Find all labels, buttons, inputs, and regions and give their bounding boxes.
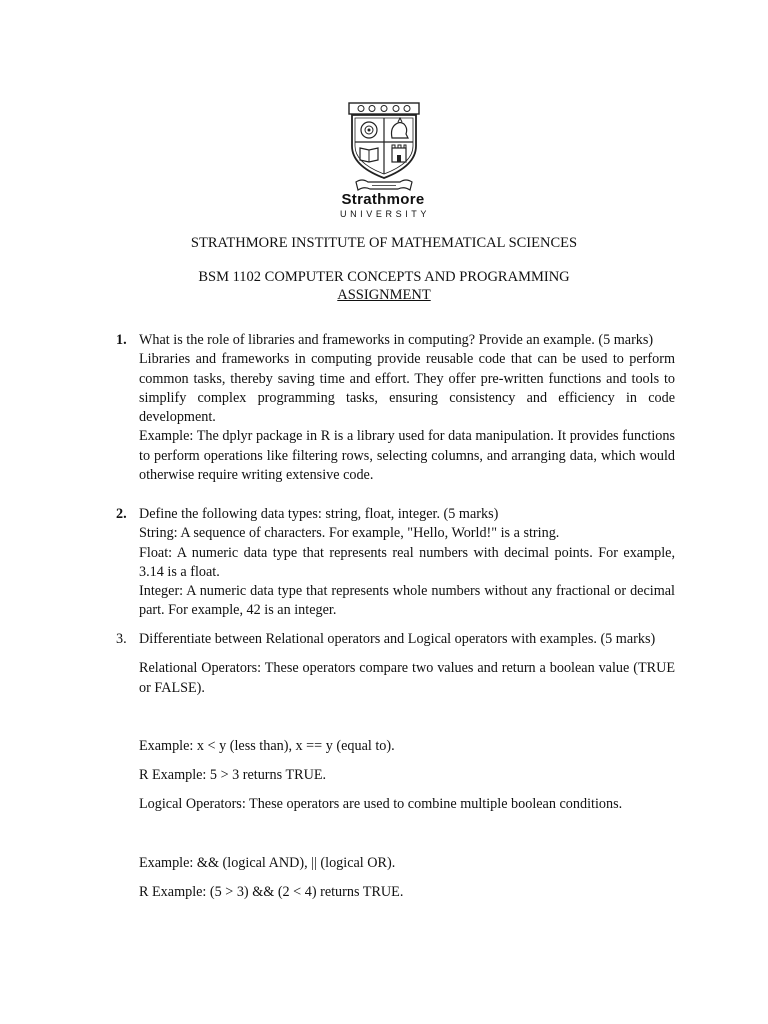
answer-paragraph: Libraries and frameworks in computing provide reusable code that can be used to perform common tasks, thereby saving time and effort. They offer pre-written functions and tools to simplify complex programming tasks, ensuring consistency and efficiency in code development. [139, 351, 675, 426]
question-1 [113, 331, 675, 485]
answer-integer: Integer: A numeric data type that represents whole numbers without any fractional or decimal part. For example, 42 is an integer. [139, 583, 675, 619]
question-text: What is the role of libraries and frameworks in computing? Provide an example. (5 marks) [139, 332, 654, 348]
question-number: 3. [116, 631, 127, 647]
answer-float: Float: A numeric data type that represents real numbers with decimal points. For example, 3.14 is a float. [139, 544, 675, 580]
logo-subtitle: UNIVERSITY [339, 209, 430, 219]
answer-example: Example: The dplyr package in R is a library used for data manipulation. It provides functions to perform operations like filtering rows, selecting columns, and arranging data, which would otherwise require writing extensive code. [139, 428, 675, 484]
question-text: Differentiate between Relational operators and Logical operators with examples. (5 marks) [139, 631, 656, 647]
university-crest-icon [348, 102, 420, 192]
university-logo-text [280, 191, 486, 220]
question-3 [113, 630, 675, 902]
question-number: 1. [116, 332, 127, 348]
answer-logical: Logical Operators: These operators are used to combine multiple boolean conditions. [139, 796, 623, 813]
question-number: 2. [116, 506, 127, 522]
institute-title: STRATHMORE INSTITUTE OF MATHEMATICAL SCIENCES [190, 235, 578, 251]
answer-string: String: A sequence of characters. For example, "Hello, World!" is a string. [139, 525, 560, 542]
answer-relational-example: Example: x < y (less than), x == y (equal to). [139, 737, 395, 754]
answer-logical-r-example: R Example: (5 > 3) && (2 < 4) returns TRUE. [139, 884, 404, 901]
logo-name: Strathmore [341, 191, 425, 208]
question-2 [113, 505, 675, 621]
question-text: Define the following data types: string, float, integer. (5 marks) [139, 506, 499, 522]
answer-relational: Relational Operators: These operators compare two values and return a boolean value (TRUE or FALSE). [139, 660, 675, 696]
answer-logical-example: Example: && (logical AND), || (logical OR). [139, 854, 396, 871]
course-title: BSM 1102 COMPUTER CONCEPTS AND PROGRAMMING [198, 269, 570, 285]
assignment-label: ASSIGNMENT [337, 287, 431, 303]
assignment-heading [0, 286, 768, 305]
answer-relational-r-example: R Example: 5 > 3 returns TRUE. [139, 767, 327, 784]
